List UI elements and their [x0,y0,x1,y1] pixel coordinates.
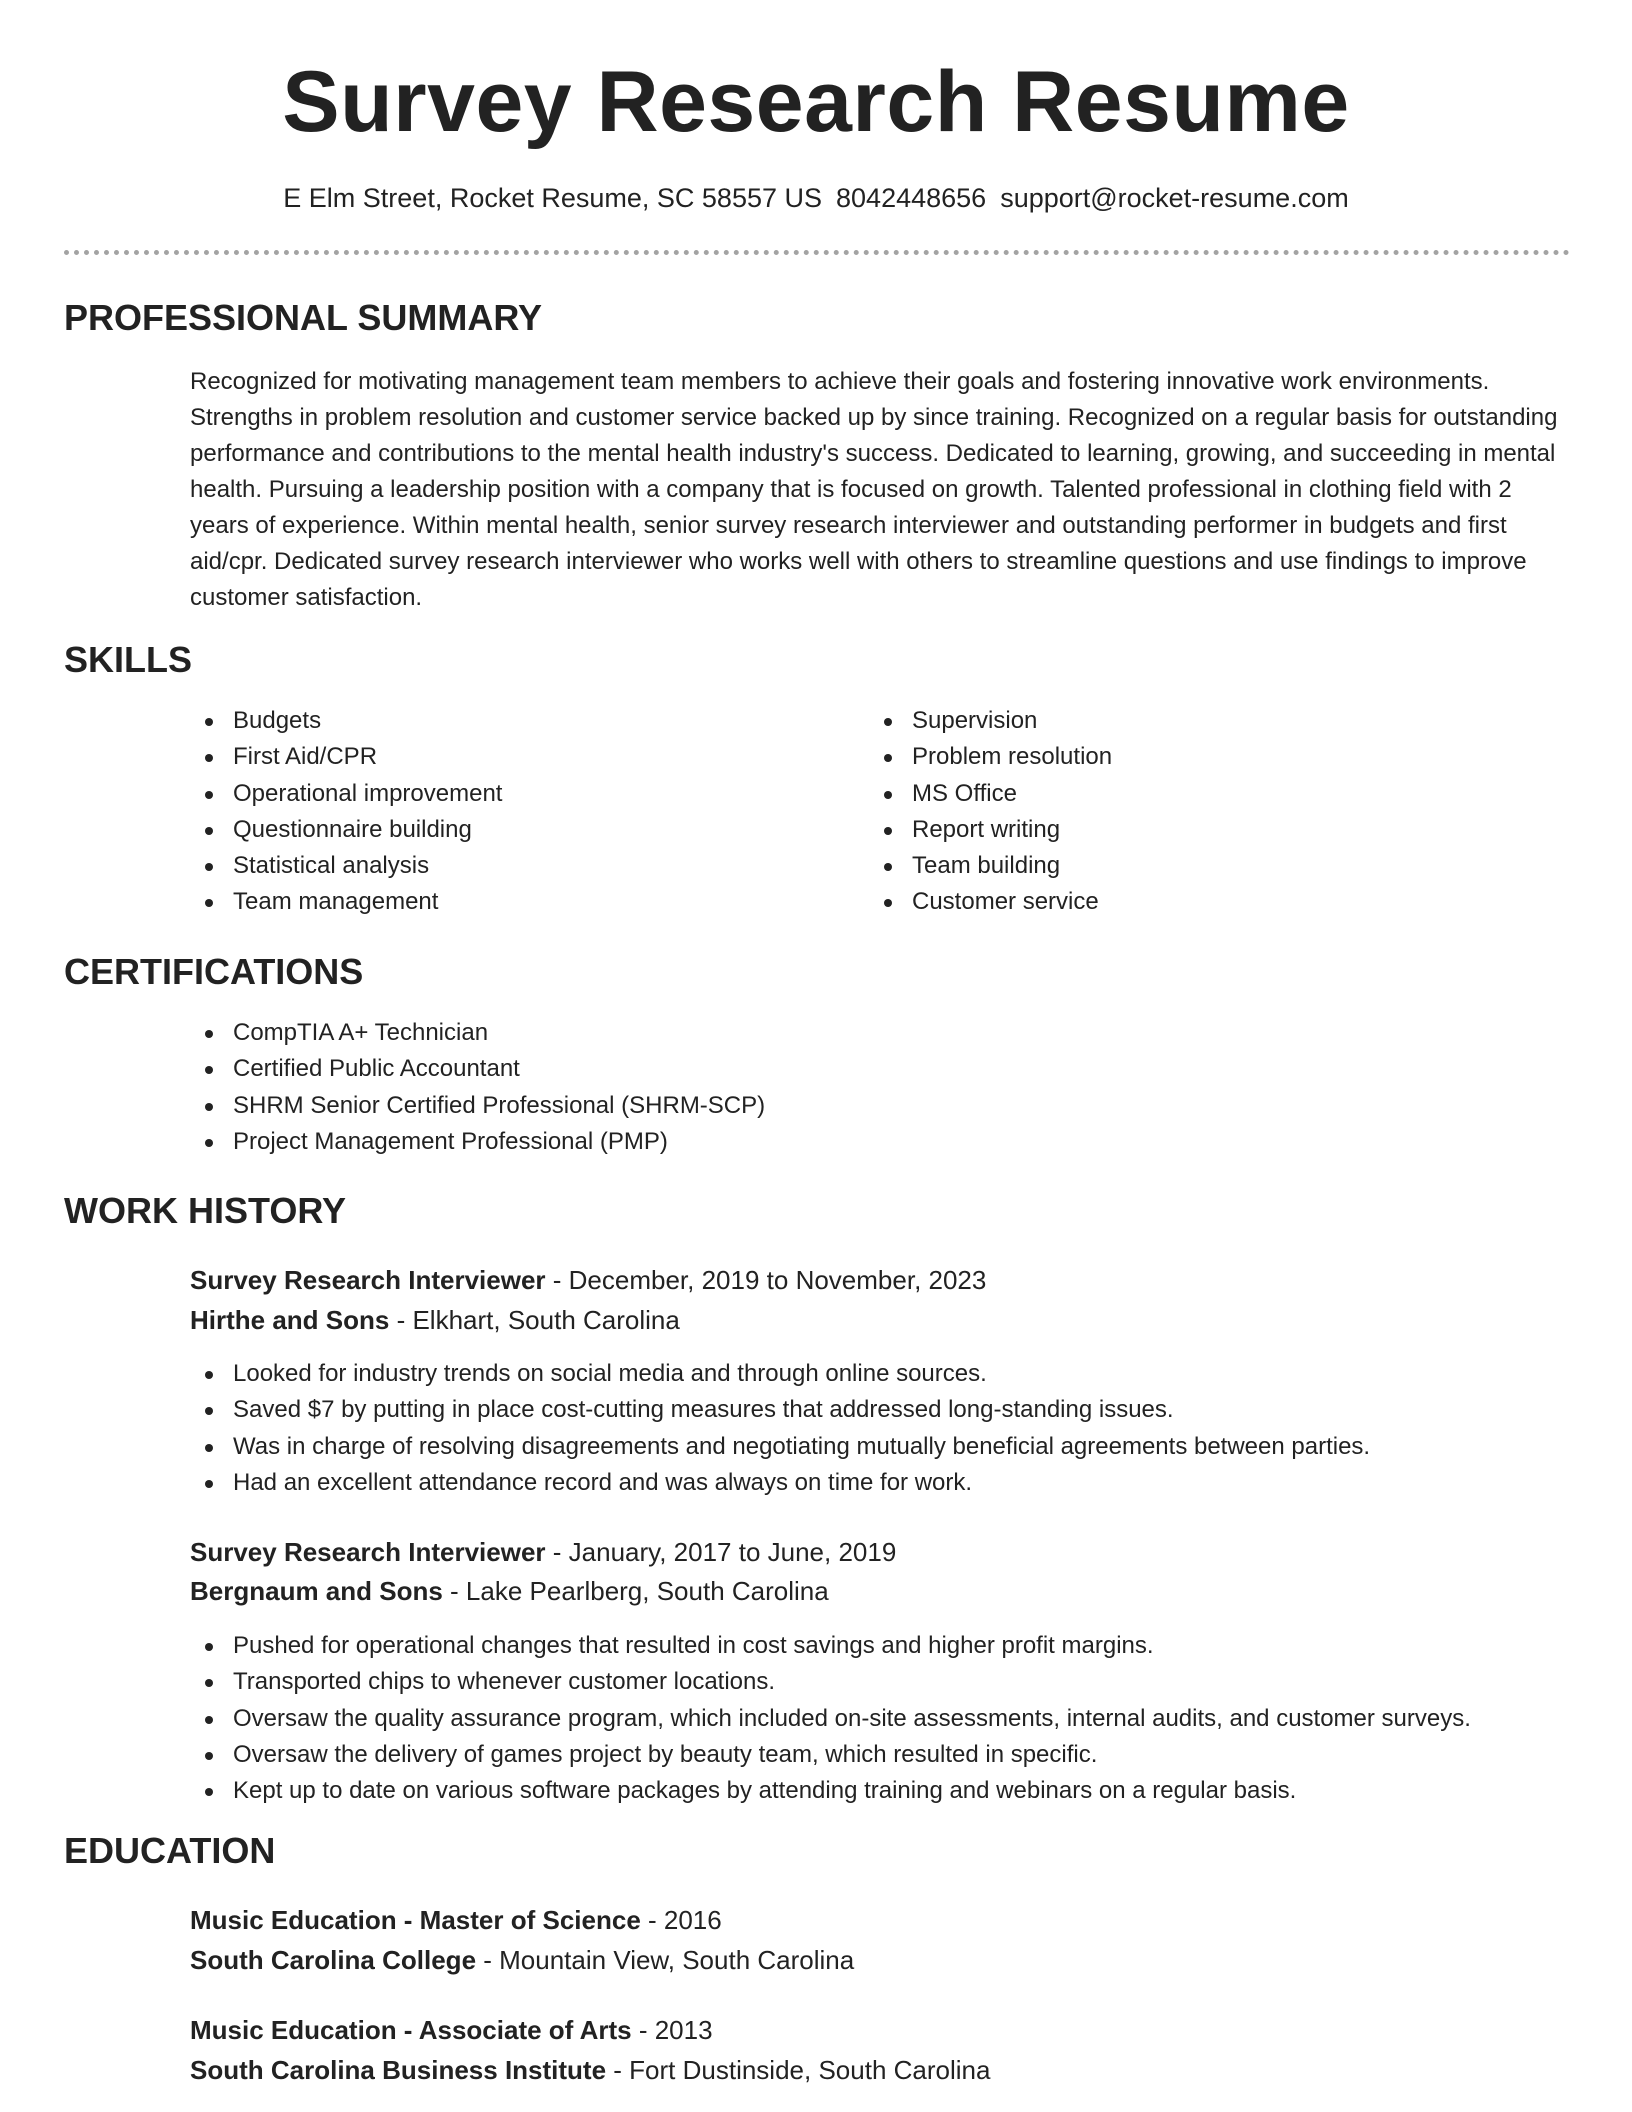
skill-item: Operational improvement [190,776,502,812]
education-degree: Music Education - Master of Science [190,1905,641,1935]
education-heading: EDUCATION [64,1830,276,1871]
job-1-title-line [190,1262,986,1298]
education-location: - Mountain View, South Carolina [476,1945,855,1975]
job-dates: - December, 2019 to November, 2023 [545,1265,987,1295]
certifications-list [190,1015,765,1160]
job-role: Survey Research Interviewer [190,1537,546,1567]
education-1-degree-line [190,1902,722,1938]
contact-address: E Elm Street, Rocket Resume, SC 58557 US [283,183,823,213]
skill-item: Report writing [869,812,1112,848]
skills-heading: SKILLS [64,639,193,680]
job-1-duties [190,1356,1370,1501]
job-location: - Elkhart, South Carolina [389,1305,680,1335]
education-school: South Carolina Business Institute [190,2055,607,2085]
contact-phone: 8042448656 [836,183,987,213]
skill-item: Statistical analysis [190,848,502,884]
skill-item: MS Office [869,776,1112,812]
job-dates: - January, 2017 to June, 2019 [545,1537,897,1567]
duty-item: Pushed for operational changes that resulted in cost savings and higher profit margins. [190,1628,1471,1664]
education-2-degree-line [190,2012,713,2048]
duty-item: Oversaw the quality assurance program, which included on-site assessments, internal audits, and customer surveys. [190,1701,1471,1737]
education-1-school-line [190,1942,854,1978]
education-year: - 2013 [631,2015,713,2045]
job-2-title-line [190,1534,896,1570]
education-school: South Carolina College [190,1945,477,1975]
duty-item: Was in charge of resolving disagreements and negotiating mutually beneficial agreements between parties. [190,1429,1370,1465]
skill-item: Problem resolution [869,739,1112,775]
skills-list-right [869,703,1112,921]
work-history-heading: WORK HISTORY [64,1190,347,1231]
contact-email: support@rocket-resume.com [1000,183,1349,213]
skill-item: Budgets [190,703,502,739]
certification-item: SHRM Senior Certified Professional (SHRM-SCP) [190,1088,765,1124]
job-location: - Lake Pearlberg, South Carolina [442,1576,829,1606]
duty-item: Had an excellent attendance record and was always on time for work. [190,1465,1370,1501]
duty-item: Kept up to date on various software packages by attending training and webinars on a regular basis. [190,1773,1471,1809]
header-divider [64,250,1570,255]
certifications-heading: CERTIFICATIONS [64,951,364,992]
certification-item: CompTIA A+ Technician [190,1015,765,1051]
skill-item: Team management [190,884,502,920]
education-degree: Music Education - Associate of Arts [190,2015,632,2045]
job-2-company-line [190,1573,829,1609]
job-1-company-line [190,1302,680,1338]
education-year: - 2016 [640,1905,722,1935]
skill-item: First Aid/CPR [190,739,502,775]
contact-line [0,180,1632,216]
job-company: Bergnaum and Sons [190,1576,443,1606]
duty-item: Oversaw the delivery of games project by beauty team, which resulted in specific. [190,1737,1471,1773]
skill-item: Questionnaire building [190,812,502,848]
job-company: Hirthe and Sons [190,1305,390,1335]
skill-item: Customer service [869,884,1112,920]
resume-title: Survey Research Resume [282,54,1350,150]
certification-item: Project Management Professional (PMP) [190,1124,765,1160]
job-2-duties [190,1628,1471,1809]
skill-item: Supervision [869,703,1112,739]
summary-text: Recognized for motivating management team members to achieve their goals and fostering innovative work environments. Strengths in problem resolution and customer service backed up by since training. Recognized on a regular basis for outstanding performance and contributions to the mental health industry's success. Dedicated to learning, growing, and succeeding in mental health. Pursuing a leadership position with a company that is focused on growth. Talented professional in clothing field with 2 years of experience. Within mental health, senior survey research interviewer and outstanding performer in budgets and first aid/cpr. Dedicated survey research interviewer who works well with others to streamline questions and use findings to improve customer satisfaction. [190,368,1558,611]
duty-item: Transported chips to whenever customer locations. [190,1664,1471,1700]
summary-heading: PROFESSIONAL SUMMARY [64,297,543,338]
skill-item: Team building [869,848,1112,884]
duty-item: Looked for industry trends on social media and through online sources. [190,1356,1370,1392]
skills-list-left [190,703,502,921]
education-2-school-line [190,2052,990,2088]
certification-item: Certified Public Accountant [190,1051,765,1087]
duty-item: Saved $7 by putting in place cost-cutting measures that addressed long-standing issues. [190,1392,1370,1428]
education-location: - Fort Dustinside, South Carolina [606,2055,991,2085]
job-role: Survey Research Interviewer [190,1265,546,1295]
